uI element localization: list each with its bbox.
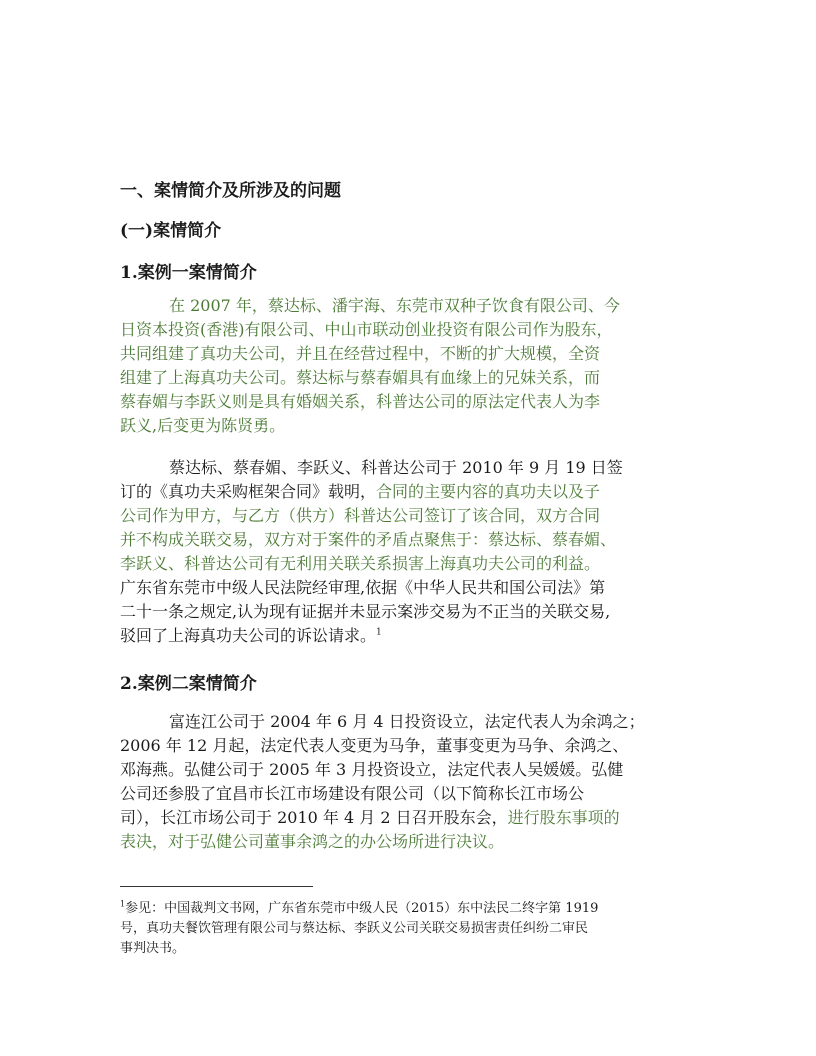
paragraph-line: 蔡达标、蔡春媚、李跃义、科普达公司于 2010 年 9 月 19 日签: [169, 458, 623, 477]
line-segment: 司），长江市场公司于 2010 年 4 月 2 日召开股东会，: [120, 808, 508, 827]
case1-title: 1.案例一案情简介: [120, 263, 257, 283]
paragraph-line: 公司还参股了宜昌市长江市场建设有限公司（以下简称长江市场公: [120, 784, 585, 803]
paragraph-line: [120, 480, 700, 504]
highlighted-segment: 进行股东事项的: [507, 808, 620, 827]
paragraph-line: 日资本投资(香港)有限公司、中山市联动创业投资有限公司作为股东，: [120, 320, 613, 339]
paragraph-line: 二十一条之规定,认为现有证据并未显示案涉交易为不正当的关联交易,: [120, 602, 611, 621]
line-segment: 驳回了上海真功夫公司的诉讼请求。: [120, 626, 377, 645]
line-segment: 参见：中国裁判文书网，广东省东莞市中级人民（2015）东中法民二终字第 1919: [125, 901, 599, 916]
paragraph-line: 公司作为甲方，与乙方（供方）科普达公司签订了该合同，双方合同: [120, 506, 601, 525]
paragraph-line: 并不构成关联交易，双方对于案件的矛盾点聚焦于：蔡达标、蔡春媚、: [120, 530, 617, 549]
paragraph-line: [120, 806, 700, 830]
paragraph-line: 在 2007 年，蔡达标、潘宇海、东莞市双种子饮食有限公司、今: [169, 296, 620, 315]
case1-paragraph-2: [120, 456, 700, 648]
paragraph-line: 共同组建了真功夫公司，并且在经营过程中，不断的扩大规模，全资: [120, 344, 601, 363]
paragraph-line: 蔡春媚与李跃义则是具有婚姻关系，科普达公司的原法定代表人为李: [120, 392, 601, 411]
paragraph-line: 富连江公司于 2004 年 6 月 4 日投资设立，法定代表人为余鸿之；: [169, 712, 645, 731]
footnote-line: [120, 899, 700, 919]
footnote-line: 事判决书。: [120, 941, 186, 956]
line-segment: 订的《真功夫采购框架合同》载明，: [120, 482, 377, 501]
paragraph-line: 李跃义、科普达公司有无利用关联关系损害上海真功夫公司的利益。: [120, 554, 601, 573]
case2-paragraph: [120, 710, 700, 854]
footnote-number: 1: [120, 899, 126, 909]
case1-paragraph-1: [120, 294, 700, 438]
paragraph-line: 跃义,后变更为陈贤勇。: [120, 416, 286, 435]
subsection-heading: (一)案情简介: [120, 221, 222, 241]
footnote-reference[interactable]: 1: [376, 627, 382, 638]
highlighted-segment: 合同的主要内容的真功夫以及子: [376, 482, 601, 501]
footnote: [120, 899, 700, 959]
paragraph-line: 组建了上海真功夫公司。蔡达标与蔡春媚具有血缘上的兄妹关系，而: [120, 368, 601, 387]
paragraph-line: 2006 年 12 月起，法定代表人变更为马争，董事变更为马争、余鸿之、: [120, 736, 629, 755]
case2-title: 2.案例二案情简介: [120, 674, 257, 694]
paragraph-line: 表决，对于弘健公司董事余鸿之的办公场所进行决议。: [120, 832, 505, 851]
paragraph-line: 邓海燕。弘健公司于 2005 年 3 月投资设立，法定代表人吴媛媛。弘健: [120, 760, 624, 779]
section-heading: 一、案情简介及所涉及的问题: [120, 181, 341, 201]
paragraph-line: [120, 624, 700, 648]
footnote-divider: [120, 886, 313, 887]
paragraph-line: 广东省东莞市中级人民法院经审理,依据《中华人民共和国公司法》第: [120, 578, 606, 597]
footnote-line: 号，真功夫餐饮管理有限公司与蔡达标、李跃义公司关联交易损害责任纠纷二审民: [120, 921, 589, 936]
